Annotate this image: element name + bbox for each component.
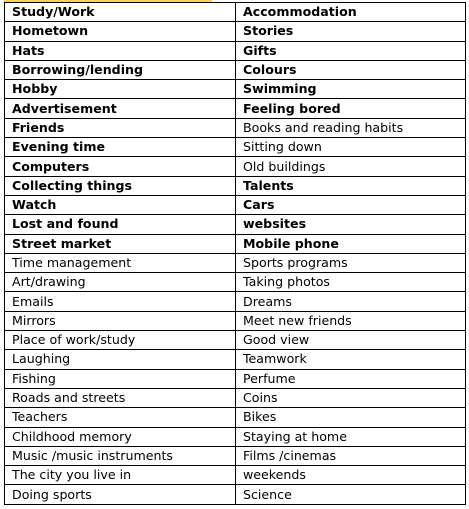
table-row [5,60,466,79]
topic-cell-left: Advertisement [5,99,236,118]
table-row [5,118,466,137]
topic-cell-left: Evening time [5,138,236,157]
topic-cell-left: Borrowing/lending [5,60,236,79]
table-row [5,311,466,330]
topic-cell-left: Watch [5,195,236,214]
topic-cell-left: Roads and streets [5,388,236,407]
topic-cell-right: Staying at home [236,427,466,446]
table-row [5,388,466,407]
table-row [5,176,466,195]
table-row [5,446,466,465]
topic-cell-left: Music /music instruments [5,446,236,465]
topic-cell-left: Fishing [5,369,236,388]
topic-cell-left: Art/drawing [5,273,236,292]
topic-cell-left: The city you live in [5,466,236,485]
table-row [5,427,466,446]
topic-cell-left: Lost and found [5,215,236,234]
table-row [5,369,466,388]
topic-cell-right: Feeling bored [236,99,466,118]
topic-cell-right: Books and reading habits [236,118,466,137]
table-row [5,99,466,118]
topic-cell-right: Bikes [236,408,466,427]
topic-cell-right: Sports programs [236,253,466,272]
topic-cell-left: Time management [5,253,236,272]
topic-cell-right: Swimming [236,80,466,99]
topic-cell-right: Films /cinemas [236,446,466,465]
topic-cell-left: Computers [5,157,236,176]
table-row [5,22,466,41]
topic-cell-right: Perfume [236,369,466,388]
topic-cell-left: Doing sports [5,485,236,504]
table-row [5,253,466,272]
table-row [5,408,466,427]
topic-cell-right: Old buildings [236,157,466,176]
topic-cell-right: websites [236,215,466,234]
table-row [5,292,466,311]
topic-cell-right: weekends [236,466,466,485]
topic-cell-right: Taking photos [236,273,466,292]
topic-cell-left: Place of work/study [5,331,236,350]
topic-cell-left: Hometown [5,22,236,41]
topic-cell-left: Teachers [5,408,236,427]
topic-cell-left: Study/Work [5,3,236,22]
table-row [5,273,466,292]
topic-cell-right: Meet new friends [236,311,466,330]
table-row [5,234,466,253]
topic-cell-left: Hobby [5,80,236,99]
topic-cell-right: Accommodation [236,3,466,22]
table-row [5,41,466,60]
topic-cell-left: Laughing [5,350,236,369]
topic-cell-right: Gifts [236,41,466,60]
topic-cell-right: Good view [236,331,466,350]
topic-cell-right: Mobile phone [236,234,466,253]
table-row [5,195,466,214]
topic-cell-right: Sitting down [236,138,466,157]
topic-cell-right: Coins [236,388,466,407]
topic-cell-left: Emails [5,292,236,311]
table-row [5,138,466,157]
topic-cell-left: Childhood memory [5,427,236,446]
table-row [5,485,466,504]
topic-cell-left: Friends [5,118,236,137]
topic-cell-right: Cars [236,195,466,214]
topic-cell-left: Hats [5,41,236,60]
table-row [5,350,466,369]
topics-table [4,2,466,505]
topic-cell-left: Street market [5,234,236,253]
topic-cell-left: Collecting things [5,176,236,195]
table-row [5,331,466,350]
table-row [5,80,466,99]
topic-cell-right: Dreams [236,292,466,311]
table-row [5,215,466,234]
topics-table-body [5,3,466,505]
topic-cell-right: Stories [236,22,466,41]
table-row [5,3,466,22]
table-row [5,157,466,176]
topic-cell-right: Teamwork [236,350,466,369]
topic-cell-right: Science [236,485,466,504]
table-row [5,466,466,485]
topic-cell-right: Colours [236,60,466,79]
topic-cell-right: Talents [236,176,466,195]
topic-cell-left: Mirrors [5,311,236,330]
